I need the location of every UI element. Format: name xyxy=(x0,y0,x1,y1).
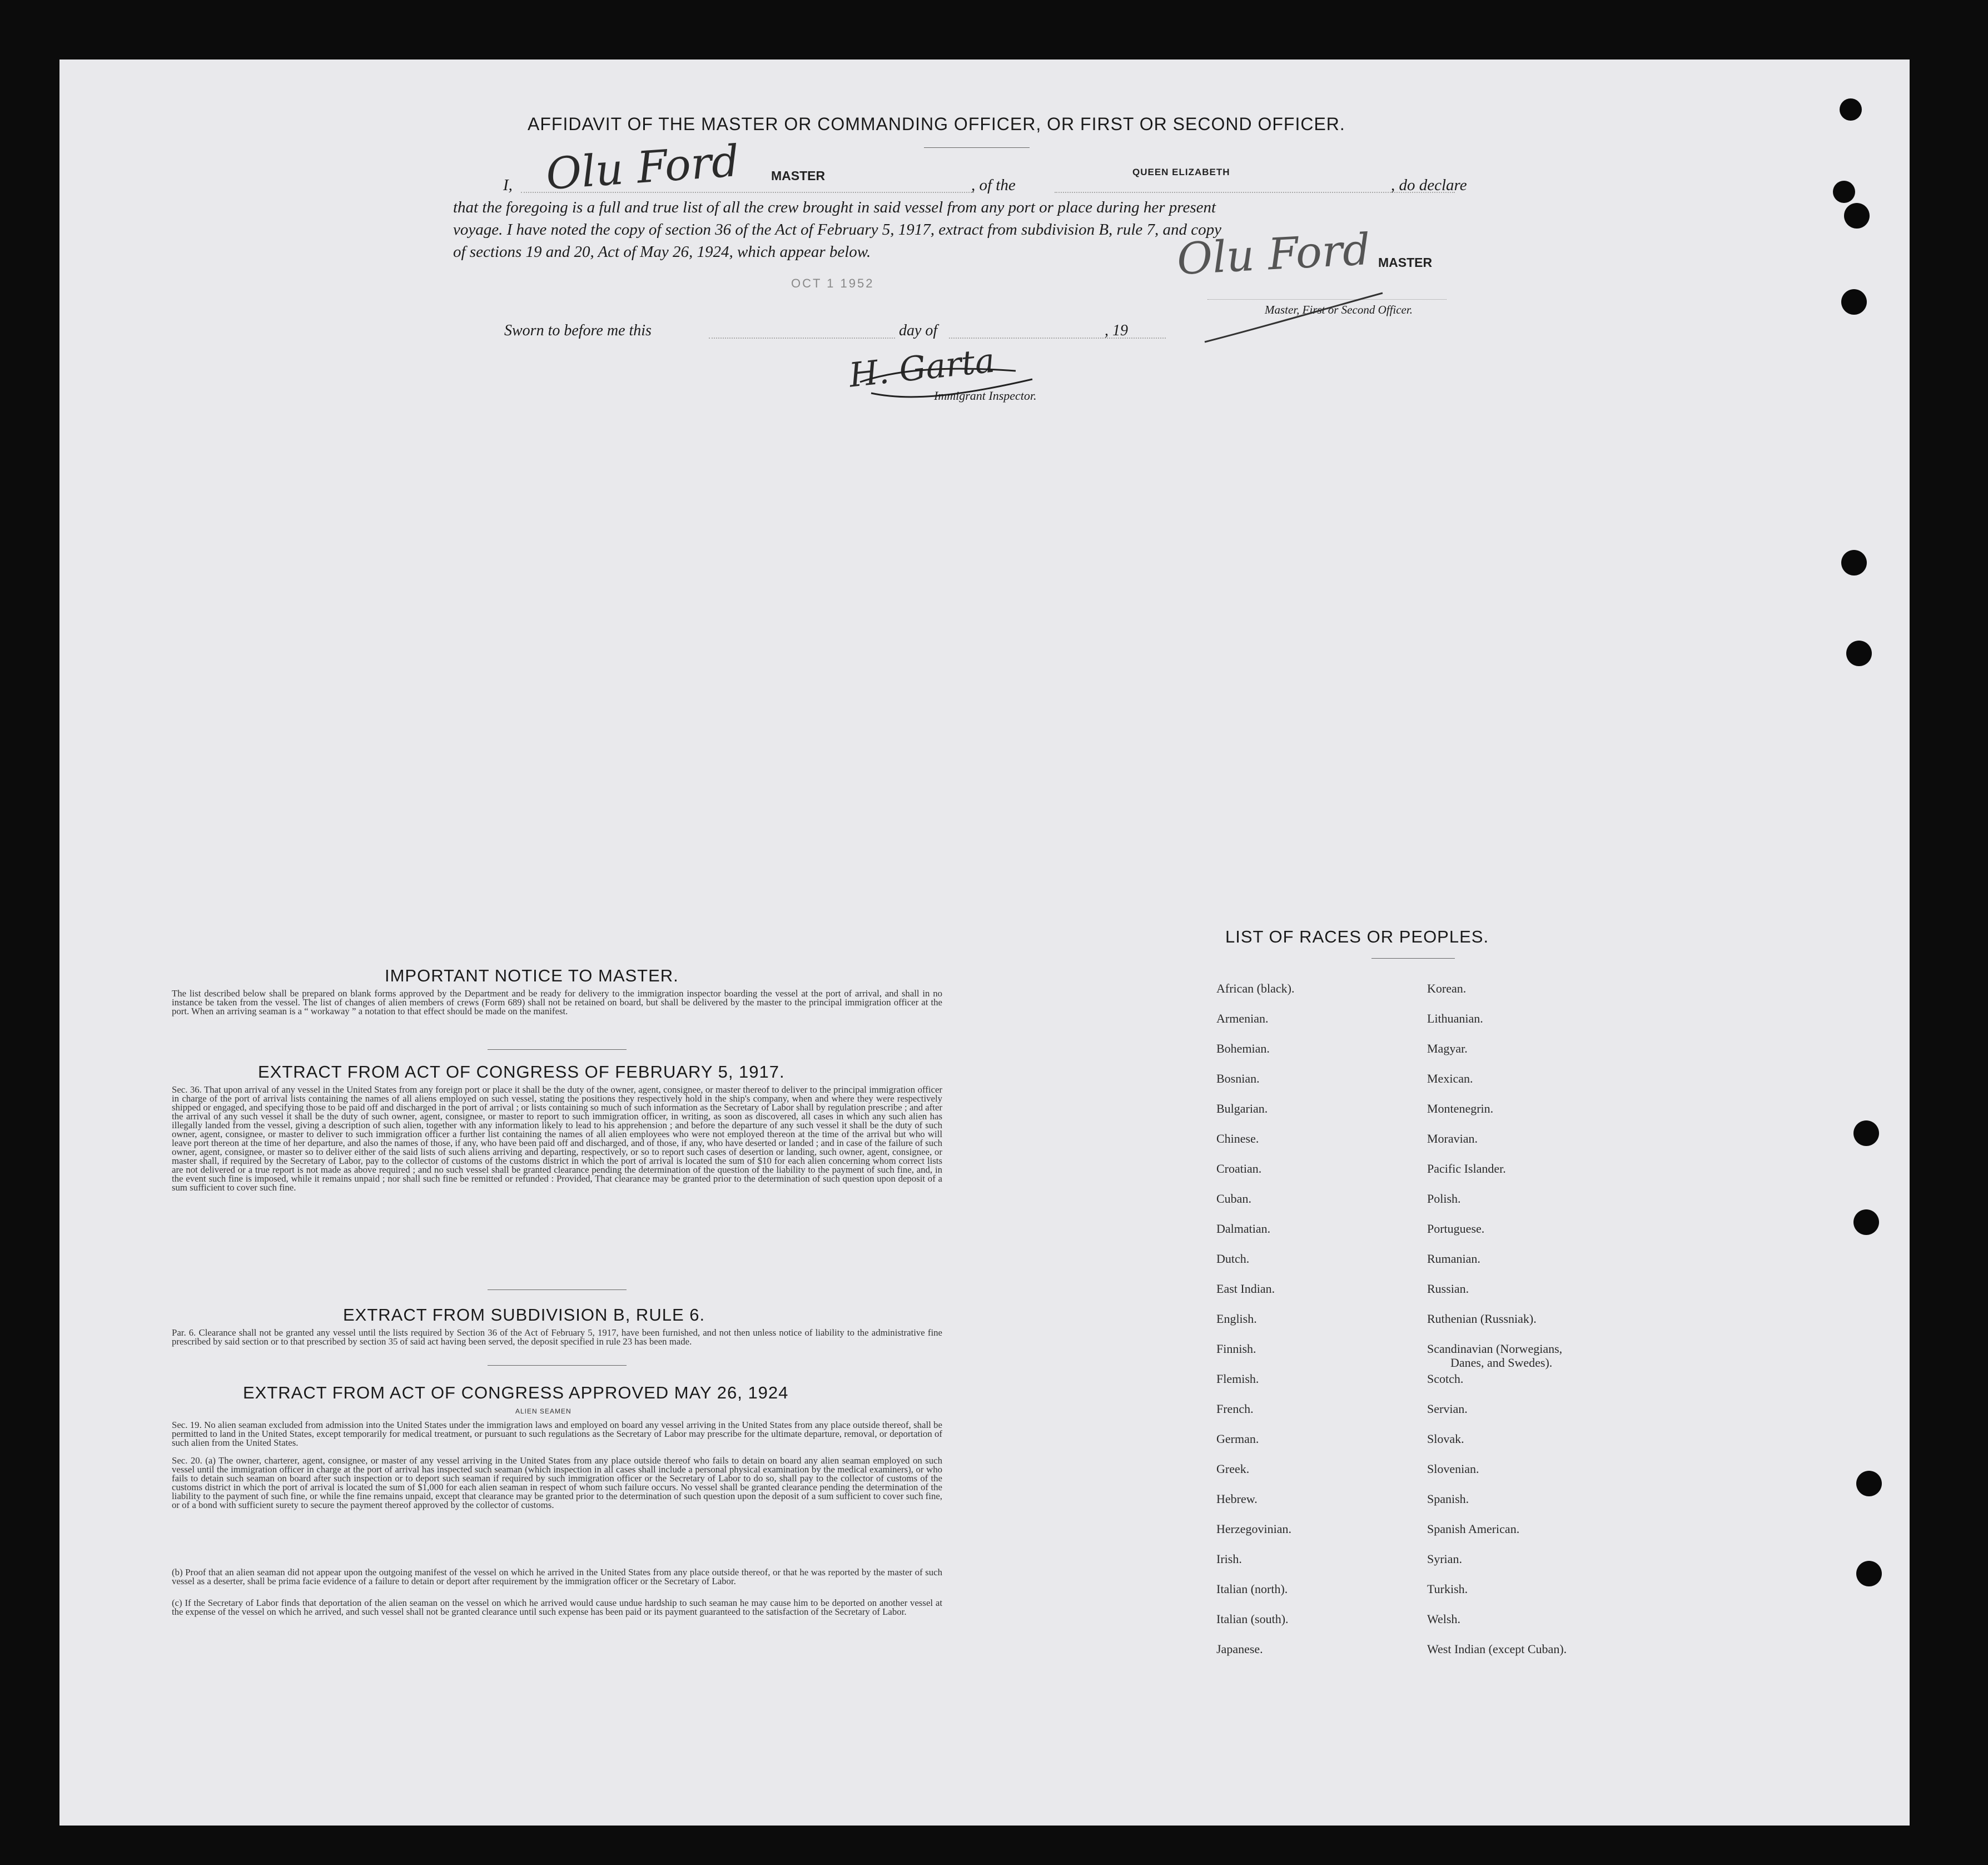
race-item: Italian (south). xyxy=(1216,1612,1289,1626)
declaration-line-2: that the foregoing is a full and true list of all the crew brought in said vessel from any port or place during her present xyxy=(453,199,1216,216)
race-item: Moravian. xyxy=(1427,1132,1478,1145)
race-item: West Indian (except Cuban). xyxy=(1427,1642,1567,1656)
rule6-divider xyxy=(488,1365,627,1366)
race-item: Croatian. xyxy=(1216,1162,1262,1175)
race-item: Dalmatian. xyxy=(1216,1222,1271,1236)
race-item: Scotch. xyxy=(1427,1372,1464,1386)
race-item: Russian. xyxy=(1427,1282,1469,1296)
sec19-text: Sec. 19. No alien seaman excluded from admission into the United States under the immigration laws and employed on board any vessel arriving in the United States from any place outside thereof, shall be permitted to land in the United States, except temporarily for medical treatment, or pursuant to such regulations as the Secretary of Labor may prescribe for the ultimate departure, removal, or deportation of such alien from the United States. xyxy=(172,1420,942,1448)
races-title: LIST OF RACES OR PEOPLES. xyxy=(1225,927,1489,946)
race-item: Japanese. xyxy=(1216,1642,1263,1656)
races-divider xyxy=(1371,958,1455,959)
officer-signature: Olu Ford xyxy=(1175,224,1372,285)
race-item: Spanish American. xyxy=(1427,1522,1520,1536)
notice-title: IMPORTANT NOTICE TO MASTER. xyxy=(385,966,679,985)
race-item: Syrian. xyxy=(1427,1552,1462,1566)
officer-rank-typed: MASTER xyxy=(1378,255,1433,270)
vessel-name: QUEEN ELIZABETH xyxy=(1132,167,1230,177)
day-of-label: day of xyxy=(899,322,938,339)
inspector-signature-flourish xyxy=(849,349,1049,415)
race-item: Slovenian. xyxy=(1427,1462,1479,1476)
race-item: Ruthenian (Russniak). xyxy=(1427,1312,1537,1326)
inspector-caption: Immigrant Inspector. xyxy=(934,389,1037,403)
race-item: Turkish. xyxy=(1427,1582,1468,1596)
race-item: Cuban. xyxy=(1216,1192,1251,1206)
race-item: Italian (north). xyxy=(1216,1582,1288,1596)
binder-hole xyxy=(1840,98,1862,121)
race-item: German. xyxy=(1216,1432,1259,1446)
sworn-label: Sworn to before me this xyxy=(504,322,652,339)
extract-1924-title: EXTRACT FROM ACT OF CONGRESS APPROVED MAY 26, 1924 xyxy=(243,1383,789,1402)
race-item: Finnish. xyxy=(1216,1342,1256,1356)
binder-hole xyxy=(1846,641,1872,666)
extract-1917-divider xyxy=(488,1289,627,1290)
race-item: Magyar. xyxy=(1427,1041,1468,1055)
race-item: Mexican. xyxy=(1427,1072,1473,1085)
officer-signature-flourish xyxy=(1199,271,1433,349)
race-item: African (black). xyxy=(1216,981,1295,995)
extract-1917-title: EXTRACT FROM ACT OF CONGRESS OF FEBRUARY 5, 1917. xyxy=(258,1062,785,1082)
race-item: Polish. xyxy=(1427,1192,1461,1206)
race-item: Bulgarian. xyxy=(1216,1102,1268,1115)
stamp-date: OCT 1 1952 xyxy=(791,276,874,290)
extract-1917-text: Sec. 36. That upon arrival of any vessel in the United States from any foreign port or place it shall be the duty of the owner, agent, consignee, or master thereof to deliver to the principal immigration officer in charge of the port of arrival lists containing the names of all aliens employed on such vessel, stating the positions they respectively hold in the ship's company, when and where they were respectively shipped or engaged, and specifying those to be paid off and discharged in the port of arrival ; or lists containing so much of such information as the Secretary of Labor shall by regulation prescribe ; and after the arrival of any such vessel it shall be the duty of such owner, agent, consignee, or master to report to such immigration officer, in writing, as soon as discovered, all cases in which any such alien has illegally landed from the vessel, giving a description of such alien, together with any information likely to lead to his apprehension ; and before the departure of any such vessel it shall be the duty of such owner, agent, consignee, or master to deliver to such immigration officer a further list containing the names of all alien employees who were not employed thereon at the time of the arrival but who will leave port thereon at the time of her departure, and also the names of those, if any, who have been paid off and discharged, and of those, if any, who have deserted or landed ; and in case of the failure of such owner, agent, consignee, or master so to deliver either of the said lists of such aliens arriving and departing, respectively, or so to report such cases of desertion or landing, such owner, agent, consignee, or master shall, if required by the Secretary of Labor, pay to the collector of customs of the customs district in which the port of arrival is located the sum of $10 for each alien concerning whom correct lists are not delivered or a true report is not made as above required ; and no such vessel shall be granted clearance pending the determination of the question of the liability to the payment of such fine, and, in the event such fine is imposed, while it remains unpaid ; nor shall such fine be remitted or refunded : Provided, That clearance may be granted prior to the determination of such question upon deposit of a sum sufficient to cover such fine. xyxy=(172,1084,942,1193)
race-item: Bosnian. xyxy=(1216,1072,1260,1085)
race-item: English. xyxy=(1216,1312,1257,1326)
rule6-title: EXTRACT FROM SUBDIVISION B, RULE 6. xyxy=(343,1305,705,1325)
binder-hole xyxy=(1841,289,1867,315)
officer-caption: Master, First or Second Officer. xyxy=(1265,303,1413,316)
form-page xyxy=(59,59,1910,1826)
race-item: French. xyxy=(1216,1402,1254,1416)
binder-hole xyxy=(1856,1471,1882,1496)
race-item: Portuguese. xyxy=(1427,1222,1485,1236)
race-item: Montenegrin. xyxy=(1427,1102,1494,1115)
binder-hole xyxy=(1841,550,1867,576)
race-item: Spanish. xyxy=(1427,1492,1469,1506)
affidavit-title: AFFIDAVIT OF THE MASTER OR COMMANDING OFFICER, OR FIRST OR SECOND OFFICER. xyxy=(528,114,1345,134)
race-item: Scandinavian (Norwegians, xyxy=(1427,1342,1563,1356)
binder-hole xyxy=(1853,1120,1879,1146)
race-item: Greek. xyxy=(1216,1462,1250,1476)
race-item: Hebrew. xyxy=(1216,1492,1258,1506)
notice-divider xyxy=(488,1049,627,1050)
race-item: Flemish. xyxy=(1216,1372,1259,1386)
rule6-text: Par. 6. Clearance shall not be granted any vessel until the lists required by Section 36 of the Act of February 5, 1917, have been furnished, and not then unless notice of liability to the administrative fine prescribed by said section or to that prescribed by section 35 of said act having been served, the deposit specified in rule 23 has been made. xyxy=(172,1327,942,1347)
race-item: Slovak. xyxy=(1427,1432,1464,1446)
declaration-line-4: of sections 19 and 20, Act of May 26, 1924, which appear below. xyxy=(453,243,871,261)
master-rank-typed: MASTER xyxy=(771,168,826,183)
sworn-month-line xyxy=(949,338,1166,339)
inspector-signature: H. Garta xyxy=(847,341,997,395)
race-item: Pacific Islander. xyxy=(1427,1162,1506,1175)
race-item: Welsh. xyxy=(1427,1612,1460,1626)
race-item: Chinese. xyxy=(1216,1132,1259,1145)
do-declare-label: , do declare xyxy=(1391,176,1467,194)
race-item: East Indian. xyxy=(1216,1282,1275,1296)
sec20b-text: (b) Proof that an alien seaman did not appear upon the outgoing manifest of the vessel on which he arrived in the United States from any place outside thereof, or that he was reported by the master of such vessel as a deserter, shall be prima facie evidence of a failure to detain or deport after requirement by the immigration officer or the Secretary of Labor. xyxy=(172,1567,942,1586)
race-item: Irish. xyxy=(1216,1552,1242,1566)
race-item: Servian. xyxy=(1427,1402,1468,1416)
binder-hole xyxy=(1833,181,1855,203)
sec20a-text: Sec. 20. (a) The owner, charterer, agent, consignee, or master of any vessel arriving in the United States from any place outside thereof who fails to detain on board any alien seaman employed on such vessel until the immigration officer in charge at the port of arrival has inspected such seaman (which inspection in all cases shall include a personal physical examination by the medical examiners), or who fails to detain such seaman on board after such inspection or to deport such seaman if required by such immigration officer or the Secretary of Labor to do so, shall pay to the collector of customs of the customs district in which the port of arrival is located the sum of $1,000 for each alien seaman in respect of whom such failure occurs. No vessel shall be granted clearance pending the determination of the liability to the payment of such fine, or while the fine remains unpaid, except that clearance may be granted prior to the determination of such question upon the deposit of a sum sufficient to cover such fine, or of a bond with sufficient surety to secure the payment thereof approved by the collector of customs. xyxy=(172,1455,942,1510)
binder-hole xyxy=(1856,1561,1882,1586)
of-the-label: , of the xyxy=(971,176,1016,194)
binder-hole xyxy=(1844,203,1870,229)
race-item: Herzegovinian. xyxy=(1216,1522,1291,1536)
race-item: Dutch. xyxy=(1216,1252,1250,1266)
year-label: , 19 xyxy=(1105,322,1128,339)
race-item: Danes, and Swedes). xyxy=(1450,1356,1553,1370)
master-signature: Olu Ford xyxy=(544,136,741,200)
race-item: Korean. xyxy=(1427,981,1467,995)
race-item: Armenian. xyxy=(1216,1011,1269,1025)
i-label: I, xyxy=(503,176,513,194)
race-item: Bohemian. xyxy=(1216,1041,1270,1055)
affidavit-divider xyxy=(924,147,1030,148)
sworn-day-line xyxy=(709,338,895,339)
extract-1924-subtitle: ALIEN SEAMEN xyxy=(515,1407,571,1415)
notice-text: The list described below shall be prepared on blank forms approved by the Department and be ready for delivery to the immigration inspector boarding the vessel at the port of arrival, and shall in no instance be taken from the vessel. The list of changes of alien members of crews (Form 689) shall not be retained on board, but shall be delivered by the master to the principal immigration officer at the port. When an arriving seaman is a “ workaway ” a notation to that effect should be made on the manifest. xyxy=(172,988,942,1016)
binder-hole xyxy=(1853,1209,1879,1235)
race-item: Lithuanian. xyxy=(1427,1011,1483,1025)
sec20c-text: (c) If the Secretary of Labor finds that deportation of the alien seaman on the vessel on which he arrived would cause undue hardship to such seaman he may cause him to be deported on another vessel at the expense of the vessel on which he arrived, and such vessel shall not be granted clearance until such expense has been paid or its payment guaranteed to the satisfaction of the Secretary of Labor. xyxy=(172,1598,942,1617)
declaration-line-3: voyage. I have noted the copy of section 36 of the Act of February 5, 1917, extract from subdivision B, rule 7, and copy xyxy=(453,221,1222,239)
race-item: Rumanian. xyxy=(1427,1252,1480,1266)
